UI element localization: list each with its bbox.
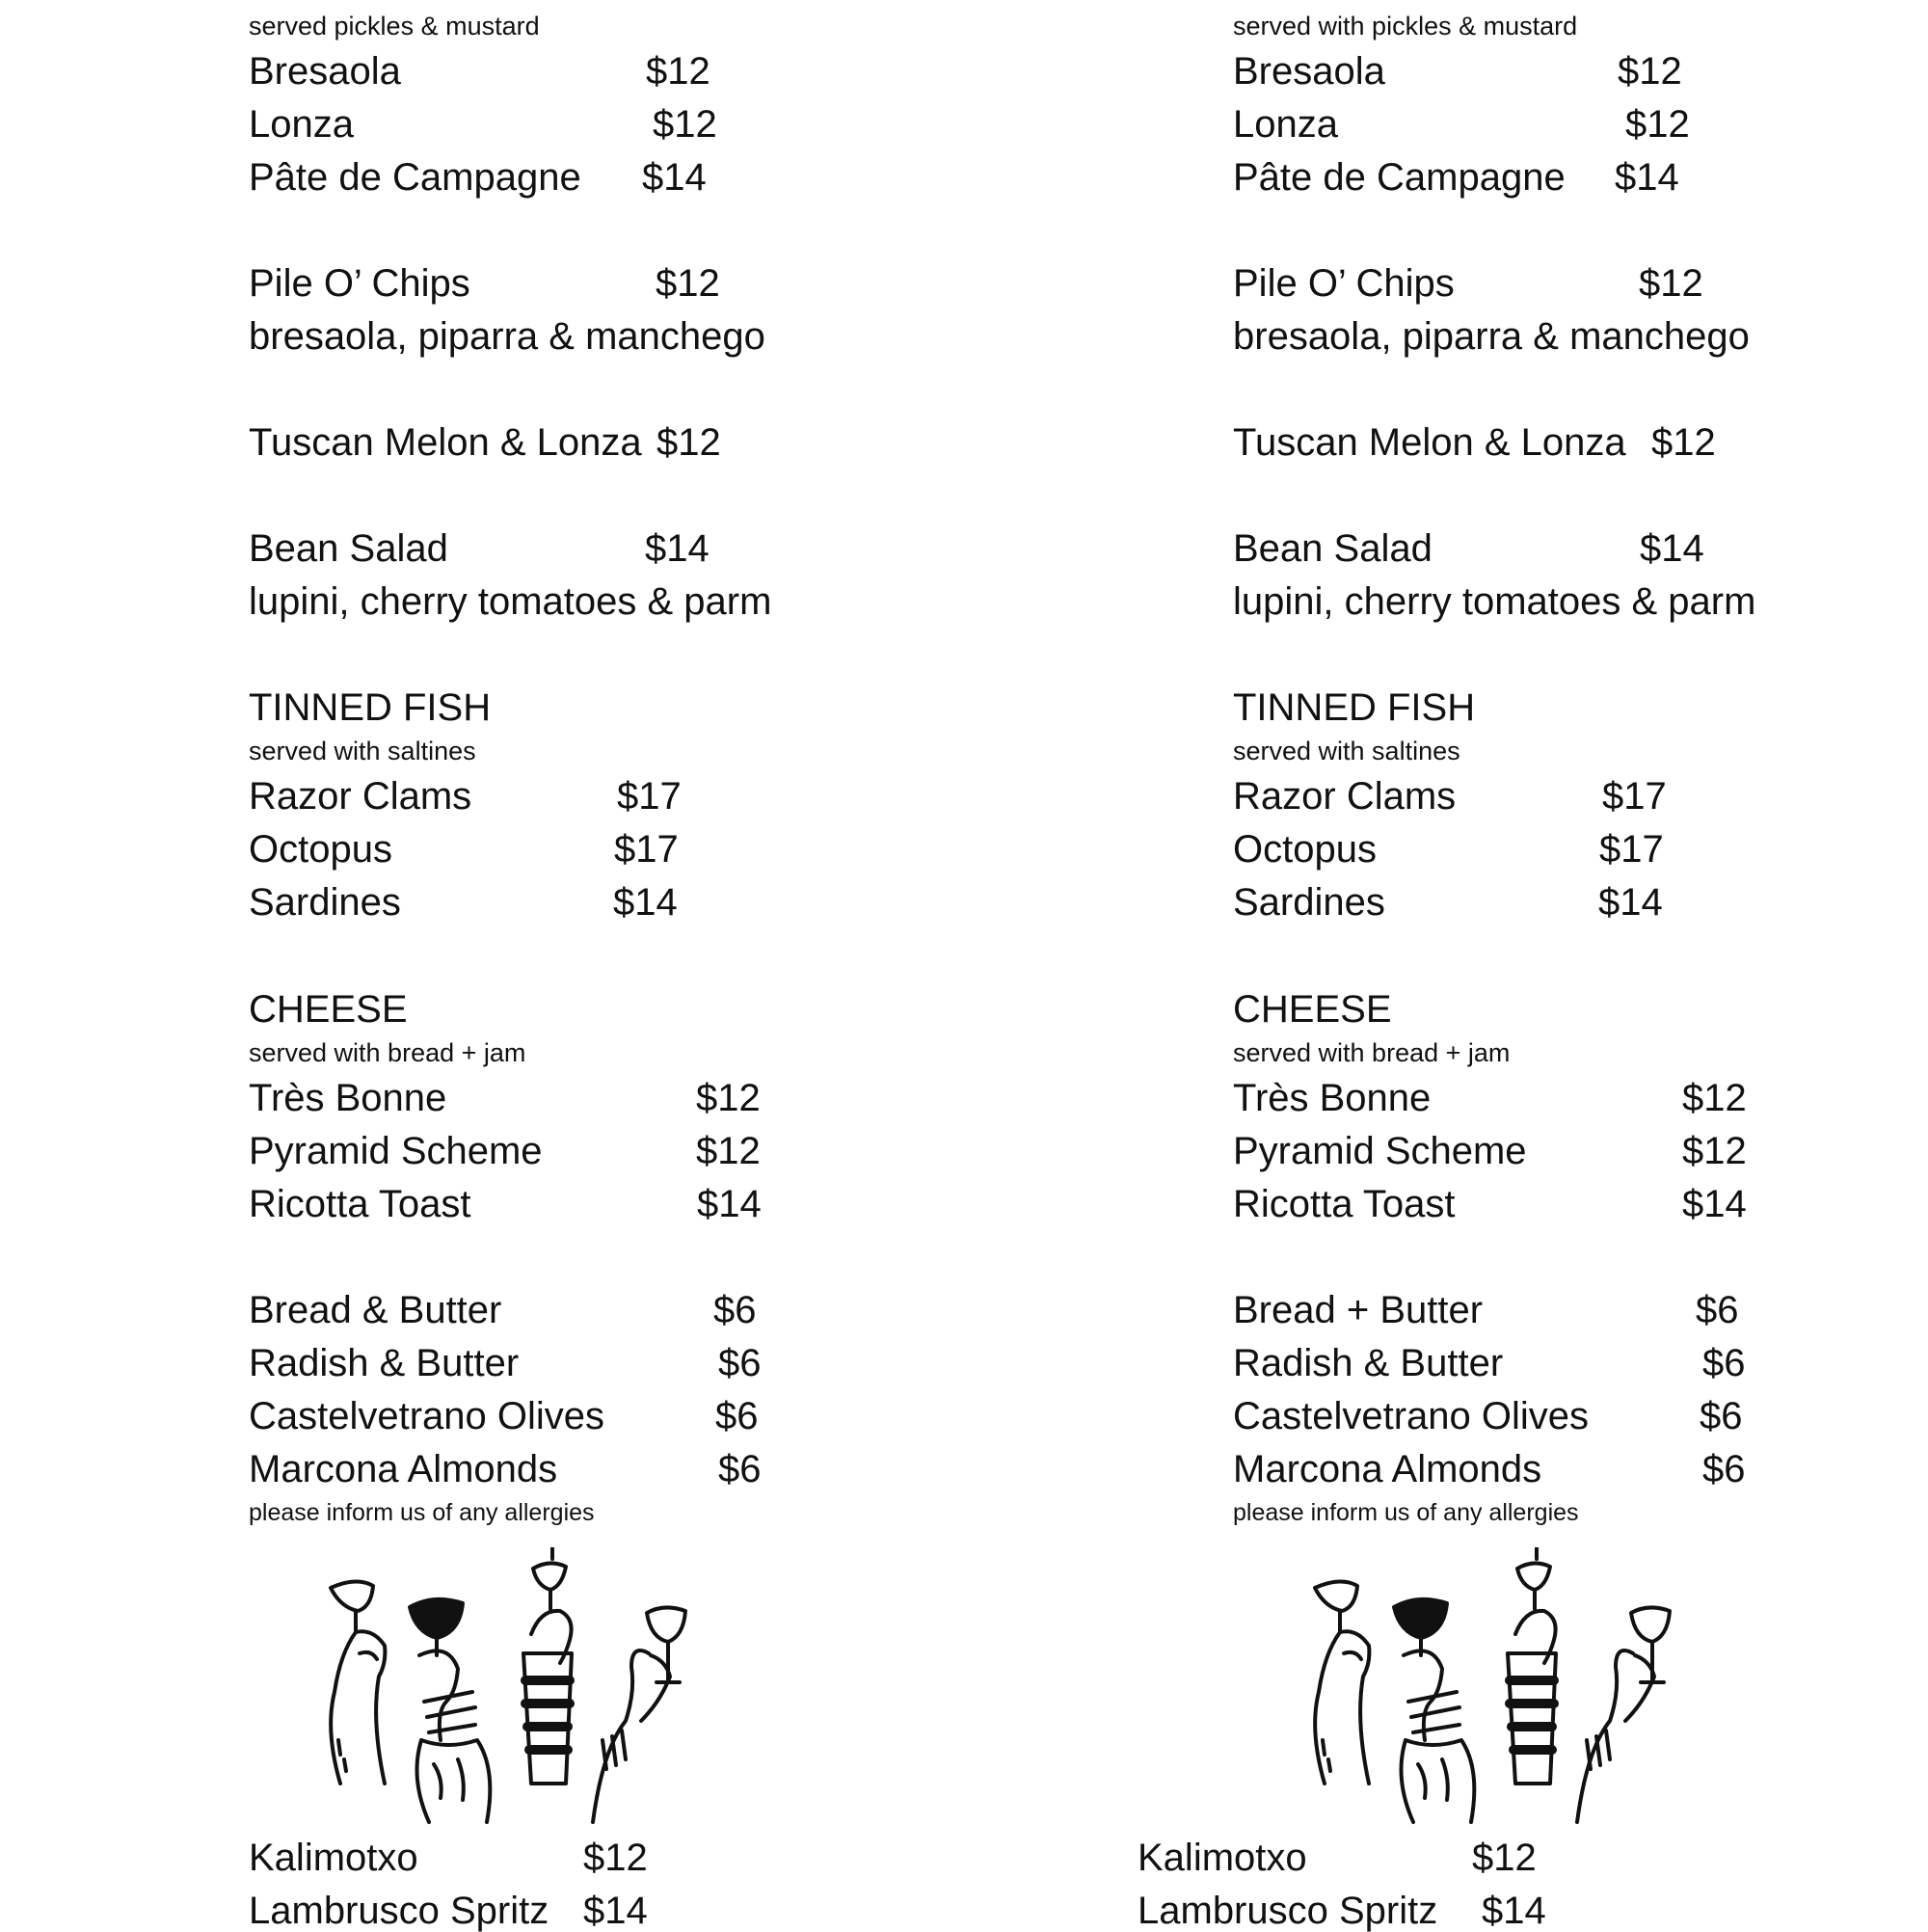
- item-name: Pile O’ Chips: [249, 262, 470, 305]
- item-price: $6: [1696, 1289, 1739, 1331]
- item-price: $14: [645, 527, 710, 570]
- item-name: Marcona Almonds: [249, 1448, 558, 1490]
- item-price: $12: [1651, 421, 1716, 464]
- item-name: Ricotta Toast: [249, 1183, 471, 1225]
- item-name: Ricotta Toast: [1233, 1183, 1456, 1225]
- section-note: served with bread + jam: [1233, 1038, 1511, 1067]
- item-description: bresaola, piparra & manchego: [249, 315, 765, 358]
- item-price: $12: [1639, 262, 1703, 305]
- item-name: Pyramid Scheme: [249, 1130, 543, 1172]
- item-name: Pile O’ Chips: [1233, 262, 1455, 305]
- item-price: $14: [613, 881, 678, 924]
- item-price: $14: [1482, 1890, 1546, 1932]
- item-name: Bread & Butter: [249, 1289, 502, 1331]
- item-price: $12: [1682, 1077, 1747, 1119]
- item-price: $6: [1702, 1448, 1746, 1490]
- allergy-note: please inform us of any allergies: [249, 1499, 595, 1526]
- item-name: Octopus: [1233, 828, 1377, 871]
- item-price: $12: [1472, 1837, 1537, 1879]
- item-price: $14: [642, 156, 707, 199]
- item-price: $12: [653, 103, 717, 146]
- item-name: Pâte de Campagne: [1233, 156, 1566, 199]
- section-note: served with saltines: [249, 737, 476, 765]
- item-price: $6: [1700, 1395, 1743, 1437]
- item-price: $14: [1598, 881, 1663, 924]
- item-price: $6: [713, 1289, 757, 1331]
- item-name: Pâte de Campagne: [249, 156, 581, 199]
- item-name: Très Bonne: [249, 1077, 447, 1119]
- section-heading: TINNED FISH: [1233, 686, 1476, 729]
- item-name: Bresaola: [1233, 50, 1385, 93]
- item-price: $12: [656, 421, 721, 464]
- item-price: $14: [1640, 527, 1704, 570]
- item-price: $17: [617, 775, 682, 818]
- item-name: Pyramid Scheme: [1233, 1130, 1527, 1172]
- item-name: Radish & Butter: [249, 1342, 520, 1384]
- item-price: $14: [697, 1183, 762, 1225]
- item-price: $6: [718, 1342, 762, 1384]
- item-price: $14: [1682, 1183, 1747, 1225]
- item-description: bresaola, piparra & manchego: [1233, 315, 1750, 358]
- item-name: Bresaola: [249, 50, 401, 93]
- section-note: served with saltines: [1233, 737, 1460, 765]
- section-heading: CHEESE: [1233, 988, 1392, 1031]
- item-price: $6: [718, 1448, 762, 1490]
- item-name: Sardines: [1233, 881, 1385, 924]
- item-description: lupini, cherry tomatoes & parm: [249, 580, 772, 623]
- item-price: $12: [583, 1837, 648, 1879]
- item-name: Radish & Butter: [1233, 1342, 1504, 1384]
- section-note: served with bread + jam: [249, 1038, 526, 1067]
- item-price: $12: [1625, 103, 1690, 146]
- item-name: Castelvetrano Olives: [249, 1395, 605, 1437]
- item-name: Lambrusco Spritz: [1138, 1890, 1438, 1932]
- item-name: Bean Salad: [249, 527, 448, 570]
- item-name: Octopus: [249, 828, 392, 871]
- item-price: $17: [1599, 828, 1664, 871]
- item-price: $14: [1615, 156, 1679, 199]
- item-name: Lonza: [1233, 103, 1338, 146]
- charcuterie-note: served with pickles & mustard: [1233, 12, 1578, 40]
- item-price: $17: [614, 828, 679, 871]
- item-name: Razor Clams: [249, 775, 472, 818]
- item-description: lupini, cherry tomatoes & parm: [1233, 580, 1756, 623]
- allergy-note: please inform us of any allergies: [1233, 1499, 1579, 1526]
- section-heading: CHEESE: [249, 988, 408, 1031]
- item-name: Kalimotxo: [1138, 1837, 1307, 1879]
- item-name: Bean Salad: [1233, 527, 1433, 570]
- item-name: Très Bonne: [1233, 1077, 1432, 1119]
- item-price: $12: [1618, 50, 1682, 93]
- item-name: Marcona Almonds: [1233, 1448, 1542, 1490]
- item-name: Kalimotxo: [249, 1837, 418, 1879]
- item-price: $6: [715, 1395, 759, 1437]
- item-price: $6: [1702, 1342, 1746, 1384]
- item-name: Tuscan Melon & Lonza: [1233, 421, 1626, 464]
- item-price: $12: [646, 50, 710, 93]
- item-price: $12: [1682, 1130, 1747, 1172]
- item-price: $12: [656, 262, 720, 305]
- item-price: $12: [696, 1077, 761, 1119]
- item-name: Castelvetrano Olives: [1233, 1395, 1590, 1437]
- section-heading: TINNED FISH: [249, 686, 492, 729]
- item-name: Razor Clams: [1233, 775, 1457, 818]
- toasting-hands-illustration: [313, 1547, 709, 1832]
- item-name: Sardines: [249, 881, 401, 924]
- item-name: Tuscan Melon & Lonza: [249, 421, 642, 464]
- item-price: $17: [1602, 775, 1667, 818]
- item-price: $12: [696, 1130, 761, 1172]
- item-name: Lonza: [249, 103, 354, 146]
- charcuterie-note: served pickles & mustard: [249, 12, 540, 40]
- item-name: Lambrusco Spritz: [249, 1890, 549, 1932]
- item-name: Bread + Butter: [1233, 1289, 1484, 1331]
- toasting-hands-illustration: [1298, 1547, 1693, 1832]
- item-price: $14: [583, 1890, 648, 1932]
